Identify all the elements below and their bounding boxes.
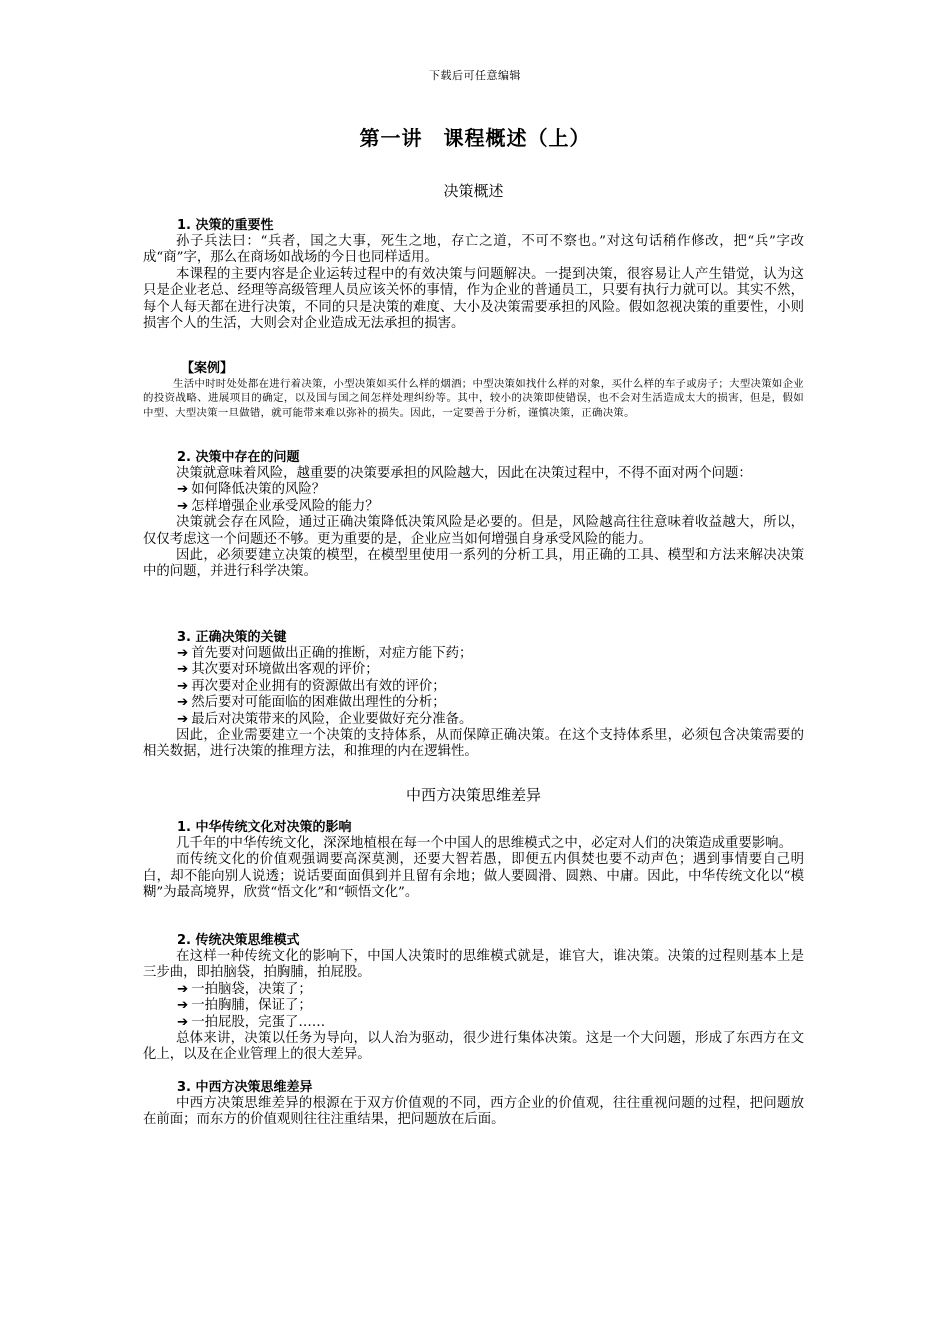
- arrow-right-icon: ➔: [177, 1014, 189, 1030]
- case-text: 生活中时时处处都在进行着决策，小型决策如买什么样的烟酒；中型决策如找什么样的对象，买什么样的车子或房子；大型决策如企业的投资战略、进展项目的确定，以及国与国之间怎样处理纠纷等。其中，较小的决策即使错误，也不会对生活造成太大的损害，但是，假如中型、大型决策一旦做错，就可能带来难以弥补的损失。因此，一定要善于分析，谨慎决策，正确决策。: [143, 378, 804, 419]
- bullet-item: ➔ 一拍屁股，完蛋了……: [177, 1014, 326, 1030]
- section-east-west: [143, 784, 804, 805]
- arrow-right-icon: ➔: [177, 662, 189, 678]
- subsection-differences: [143, 1079, 804, 1129]
- page-header: 下载后可任意编辑: [429, 69, 521, 82]
- subsection-problems: [143, 449, 804, 581]
- arrow-right-icon: ➔: [177, 998, 189, 1014]
- arrow-right-icon: ➔: [177, 711, 189, 727]
- subsection-heading: 3. 正确决策的关键: [177, 630, 287, 645]
- section-heading: 中西方决策思维差异: [405, 786, 541, 804]
- arrow-right-icon: ➔: [177, 646, 189, 661]
- bullet-item: ➔ 再次要对企业拥有的资源做出有效的评价；: [177, 678, 446, 694]
- subsection-importance: [143, 217, 804, 332]
- bullet-item: ➔ 然后要对可能面临的困难做出理性的分析；: [177, 695, 446, 711]
- paragraph: 在这样一种传统文化的影响下，中国人决策时的思维模式就是，谁官大，谁决策。决策的过程则基本上是三步曲，即拍脑袋，拍胸脯，拍屁股。: [143, 949, 804, 981]
- paragraph: 孙子兵法曰：“兵者，国之大事，死生之地，存亡之道，不可不察也。”对这句话稍作修改，把“兵”字改成“商”字，那么在商场如战场的今日也同样适用。: [143, 234, 804, 266]
- paragraph: 因此，必须要建立决策的模型，在模型里使用一系列的分析工具，用正确的工具、模型和方法来解决决策中的问题，并进行科学决策。: [143, 548, 804, 580]
- subsection-heading: 1. 中华传统文化对决策的影响: [177, 820, 352, 835]
- subsection-traditional: [143, 932, 804, 1064]
- paragraph: 决策就会存在风险，通过正确决策降低决策风险是必要的。但是，风险越高往往意味着收益越大，所以，仅仅考虑这一个问题还不够。更为重要的是，企业应当如何增强自身承受风险的能力。: [143, 515, 804, 547]
- section-heading: 决策概述: [443, 182, 504, 200]
- paragraph: 决策就意味着风险，越重要的决策要承担的风险越大，因此在决策过程中，不得不面对两个问题：: [176, 466, 752, 481]
- bullet-item: ➔ 其次要对环境做出客观的评价；: [177, 662, 379, 678]
- subsection-culture: [143, 819, 804, 902]
- bullet-item: ➔ 一拍脑袋，决策了；: [177, 981, 312, 997]
- case-box: [143, 361, 804, 420]
- paragraph: 总体来讲，决策以任务为导向，以人治为驱动，很少进行集体决策。这是一个大问题，形成了东西方在文化上，以及在企业管理上的很大差异。: [143, 1031, 804, 1063]
- bullet-item: ➔ 最后对决策带来的风险，企业要做好充分准备。: [177, 711, 473, 727]
- paragraph: 本课程的主要内容是企业运转过程中的有效决策与问题解决。一提到决策，很容易让人产生错觉，认为这只是企业老总、经理等高级管理人员应该关怀的事情，作为企业的普通员工，只要有执行力就可以。其实不然，每个人每天都在进行决策，不同的只是决策的难度、大小及决策需要承担的风险。假如忽视决策的重要性，小则损害个人的生活，大则会对企业造成无法承担的损害。: [143, 266, 804, 332]
- arrow-right-icon: ➔: [177, 695, 189, 711]
- arrow-right-icon: ➔: [177, 482, 189, 498]
- bullet-item: ➔ 一拍胸脯，保证了；: [177, 998, 312, 1014]
- paragraph: 而传统文化的价值观强调要高深莫测，还要大智若愚，即便五内俱焚也要不动声色；遇到事情要自己明白，却不能向别人说透；说话要面面俱到并且留有余地；做人要圆滑、圆熟、中庸。因此，中华传统文化以“模糊”为最高境界，欣赏“悟文化”和“顿悟文化”。: [143, 852, 804, 901]
- subsection-heading: 2. 传统决策思维模式: [177, 933, 300, 948]
- arrow-right-icon: ➔: [177, 981, 189, 997]
- arrow-right-icon: ➔: [177, 498, 189, 514]
- subsection-heading: 2. 决策中存在的问题: [177, 450, 300, 465]
- subsection-heading: 1. 决策的重要性: [177, 218, 274, 233]
- arrow-right-icon: ➔: [177, 678, 189, 694]
- page-title: 第一讲 课程概述（上）: [359, 126, 591, 150]
- section-decision-overview: [143, 180, 804, 201]
- paragraph: 因此，企业需要建立一个决策的支持体系，从而保障正确决策。在这个支持体系里，必须包含决策需要的相关数据，进行决策的推理方法，和推理的内在逻辑性。: [143, 728, 804, 760]
- case-heading: 【案例】: [181, 361, 234, 376]
- subsection-heading: 3. 中西方决策思维差异: [177, 1080, 313, 1095]
- bullet-item: ➔ 首先要对问题做出正确的推断，对症方能下药；: [177, 646, 473, 661]
- paragraph: 几千年的中华传统文化，深深地植根在每一个中国人的思维模式之中，必定对人们的决策造成重要影响。: [176, 836, 792, 851]
- subsection-keys: [143, 629, 804, 761]
- paragraph: 中西方决策思维差异的根源在于双方价值观的不同，西方企业的价值观，往往重视问题的过程，把问题放在前面；而东方的价值观则往往注重结果，把问题放在后面。: [143, 1096, 804, 1128]
- bullet-item: ➔ 如何降低决策的风险？: [177, 482, 326, 498]
- bullet-item: ➔ 怎样增强企业承受风险的能力？: [177, 498, 379, 514]
